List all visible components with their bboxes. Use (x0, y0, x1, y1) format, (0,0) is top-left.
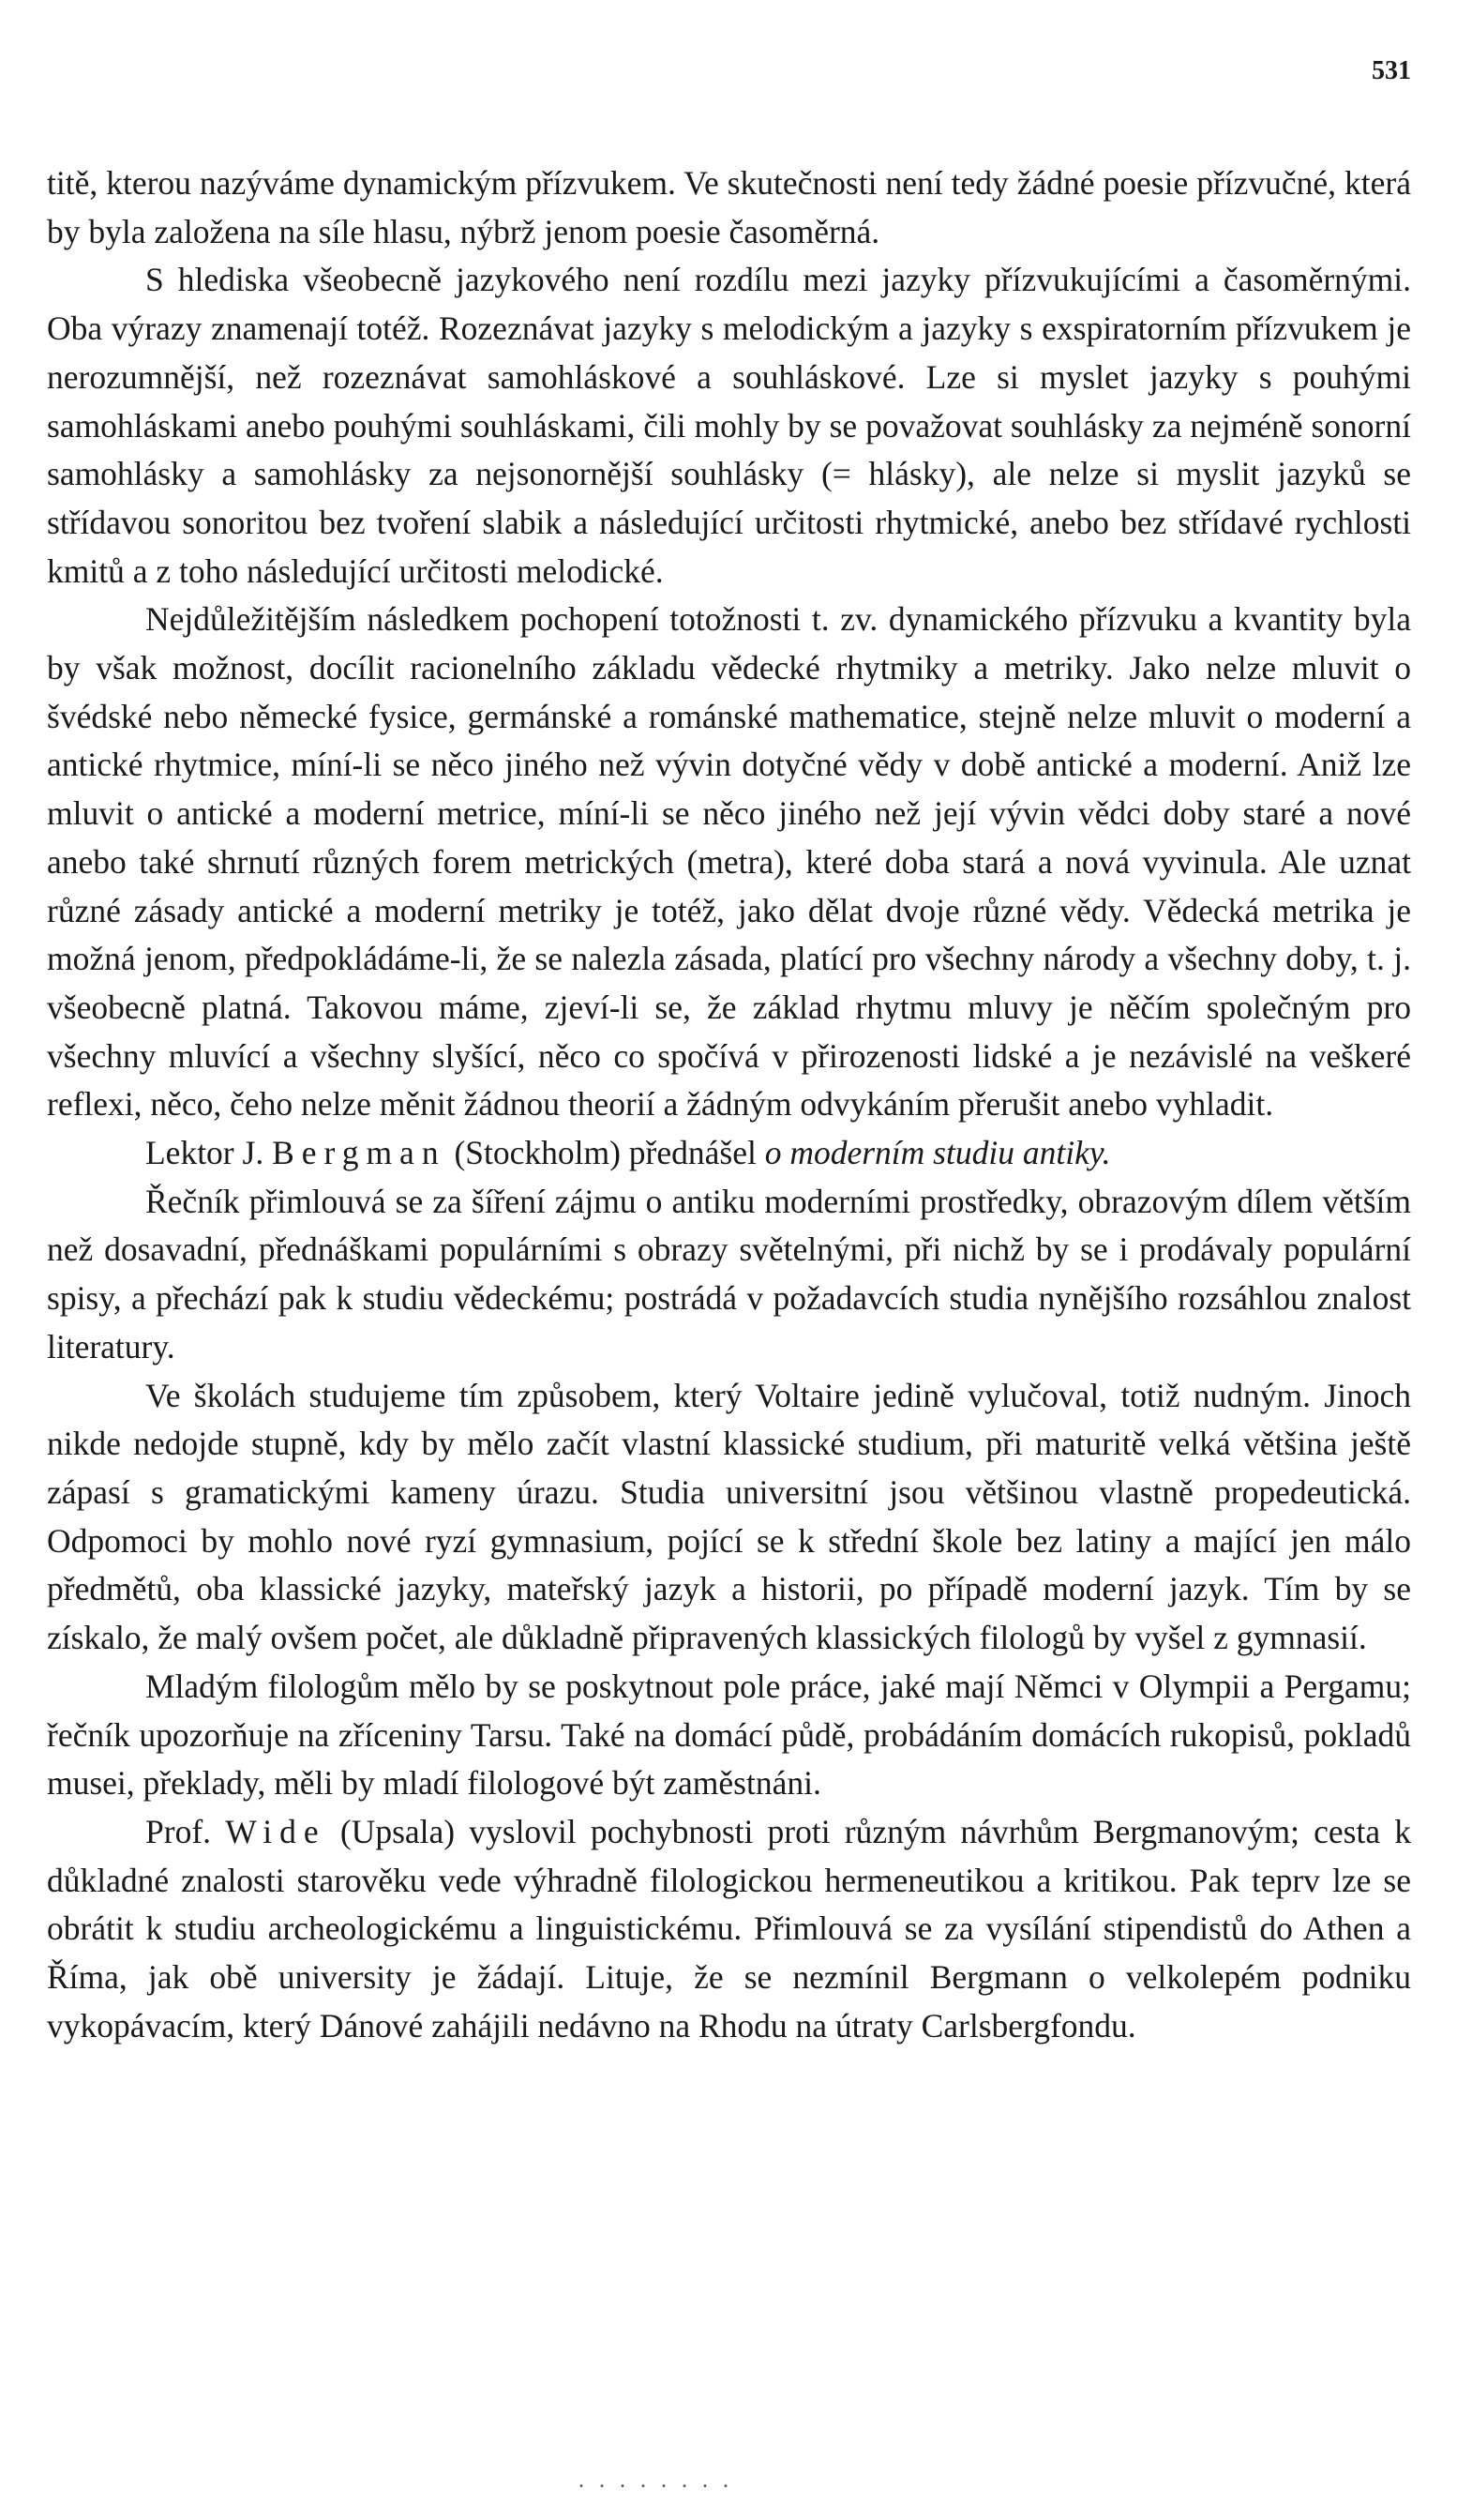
paragraph-continuation: titě, kterou nazýváme dynamickým přízvukem. Ve skutečnosti není tedy žádné poesie přízvučné, která by byla založena na síle hlasu, nýbrž jenom poesie časoměrná. (47, 164, 1411, 250)
paragraph-popular-means: Řečník přimlouvá se za šíření zájmu o antiku moderními prostředky, obrazovým dílem větším než dosavadní, přednáškami populárními s obrazy světelnými, při nichž by se i prodávaly populární spisy, a přechází pak k studiu vědeckému; postrádá v požadavcích studia nynějšího rozsáhlou znalost literatury. (47, 1182, 1411, 1366)
lecturer-name-bergman: Bergman (272, 1134, 446, 1172)
paragraph-linguistic-view: S hlediska všeobecně jazykového není rozdílu mezi jazyky přízvukujícími a časoměrnými. Oba výrazy znamenají totéž. Rozeznávat jazyky s melodickým a jazyky s exspiratorním přízvukem je nerozumnější, než rozeznávat samohláskové a souhláskové. Lze si myslet jazyky s pouhými samohláskami anebo pouhými souhláskami, čili mohly by se považovat souhlásky za nejméně sonorní samohlásky a samohlásky za nejsonornější souhlásky (= hlásky), ale nelze si myslit jazyků se střídavou sonoritou bez tvoření slabik a následující určitosti rhytmické, anebo bez střídavé rychlosti kmitů a z toho následující určitosti melodické. (47, 261, 1411, 590)
paragraph-bergman-lecture (47, 1129, 1411, 1178)
paragraph-wide-response (47, 1808, 1411, 2051)
paragraph-young-philologists: Mladým filologům mělo by se poskytnout pole práce, jaké mají Němci v Olympii a Pergamu; řečník upozorňuje na zříceniny Tarsu. Také na domácí půdě, probádáním domácích rukopisů, pokladů musei, překlady, měli by mladí filologové být zaměstnáni. (47, 1667, 1411, 1803)
lecturer-intro: Lektor J. (145, 1134, 264, 1172)
paragraph-metrics-foundation: Nejdůležitějším následkem pochopení totožnosti t. zv. dynamického přízvuku a kvantity byla by však možnost, docílit racionelního základu vědecké rhytmiky a metriky. Jako nelze mluvit o švédské nebo německé fysice, germánské a románské mathematice, stejně nelze mluvit o moderní a antické rhytmice, míní-li se něco jiného než vývin dotyčné vědy v době antické a moderní. Aniž lze mluvit o antické a moderní metrice, míní-li se něco jiného než její vývin vědci doby staré a nové anebo také shrnutí různých forem metrických (metra), které doba stará a nová vyvinula. Ale uznat různé zásady antické a moderní metriky je totéž, jako dělat dvoje různé vědy. Vědecká metrika je možná jenom, předpokládáme-li, že se nalezla zásada, platící pro všechny národy a všechny doby, t. j. všeobecně platná. Takovou máme, zjeví-li se, že základ rhytmu mluvy je něčím společným pro všechny mluvící a všechny slyšící, něco co spočívá v přirozenosti lidské a je nezávislé na veškeré reflexi, něco, čeho nelze měnit žádnou theorií a žádným odvykáním přerušit anebo vyhladit. (47, 600, 1411, 1124)
section-separator: ........ (578, 2468, 744, 2493)
lecture-title: o moderním studiu antiky. (764, 1134, 1111, 1172)
wide-response-text: (Upsala) vyslovil pochybnosti proti různým návrhům Bergmanovým; cesta k důkladné znalosti starověku vede výhradně filologickou hermeneutikou a kritikou. Pak teprv lze se obrátit k studiu archeologickému a linguistickému. Přimlouvá se za vysílání stipendistů do Athen a Říma, jak obě university je žádají. Lituje, že se nezmínil Bergmann o velkolepém podniku vykopávacím, který Dánové zahájili nedávno na Rhodu na útraty Carlsbergfondu. (47, 1812, 1412, 2045)
paragraph-schools: Ve školách studujeme tím způsobem, který Voltaire jedině vylučoval, totiž nudným. Jinoch nikde nedojde stupně, kdy by mělo začít vlastní klassické studium, při maturitě velká většina ještě zápasí s gramatickými kameny úrazu. Studia universitní jsou většinou vlastně propedeutická. Odpomoci by mohlo nové ryzí gymnasium, pojící se k střední škole bez latiny a mající jen málo předmětů, oba klassické jazyky, mateřský jazyk a historii, po případě moderní jazyk. Tím by se získalo, že malý ovšem počet, ale důkladně připravených klassických filologů by vyšel z gymnasií. (47, 1376, 1411, 1657)
lecture-intro-text: (Stockholm) přednášel (454, 1134, 757, 1172)
body-text (47, 159, 1411, 2050)
professor-intro: Prof. (145, 1812, 212, 1850)
professor-name-wide: Wide (225, 1812, 326, 1850)
page-number: 531 (1372, 56, 1411, 85)
